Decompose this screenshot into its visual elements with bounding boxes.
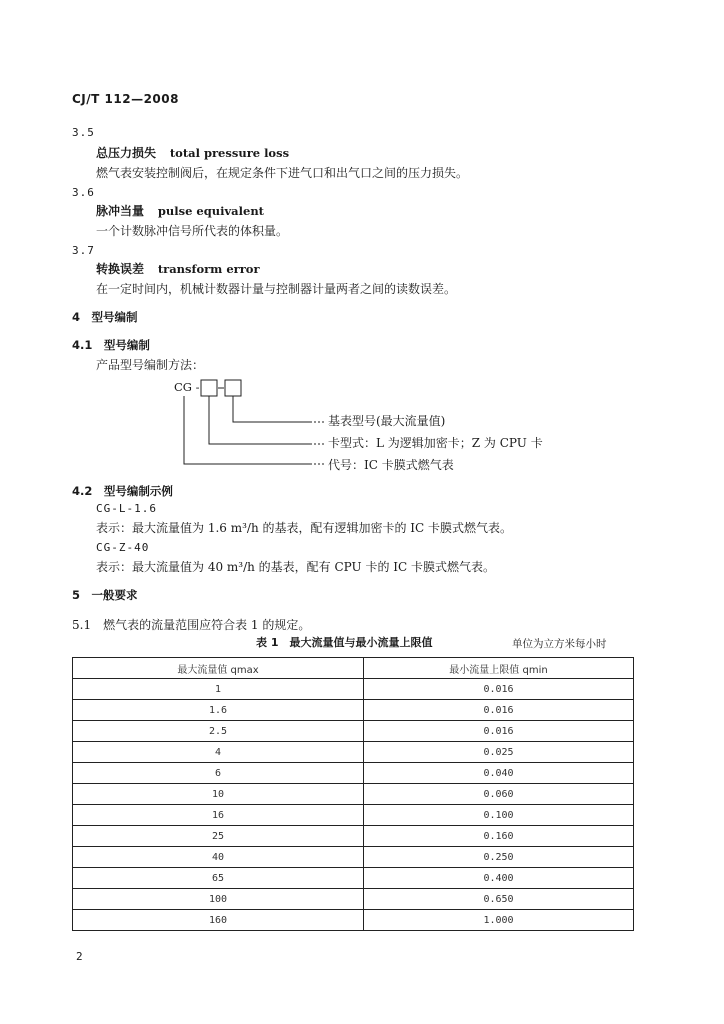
term-number: 3.7 — [72, 244, 95, 257]
section-heading: 5 一般要求 — [72, 588, 138, 602]
table-row — [73, 679, 634, 700]
example-code: CG-L-1.6 — [96, 502, 157, 515]
table-row — [73, 805, 634, 826]
table-caption: 表 1 最大流量值与最小流量上限值 — [256, 636, 433, 649]
table-row — [73, 742, 634, 763]
standard-code: CJ/T 112—2008 — [72, 92, 179, 106]
flow-table — [72, 657, 634, 931]
table-cell: 1.6 — [73, 700, 364, 721]
table-cell: 0.016 — [364, 679, 634, 700]
table-cell: 10 — [73, 784, 364, 805]
example-code: CG-Z-40 — [96, 541, 150, 554]
table-cell: 4 — [73, 742, 364, 763]
table-cell: 0.160 — [364, 826, 634, 847]
column-header: 最小流量上限值 qmin — [364, 658, 634, 679]
table-cell: 1 — [73, 679, 364, 700]
label-card-type: 卡型式：L 为逻辑加密卡；Z 为 CPU 卡 — [328, 436, 543, 450]
table-cell: 0.016 — [364, 721, 634, 742]
paragraph: 产品型号编制方法： — [96, 358, 205, 372]
table-cell: 6 — [73, 763, 364, 784]
term-definition: 在一定时间内，机械计数器计量与控制器计量两者之间的读数误差。 — [96, 282, 457, 296]
term-title — [96, 262, 260, 276]
subsection-heading: 4.2 型号编制示例 — [72, 484, 173, 498]
term-en: pulse equivalent — [157, 204, 264, 218]
table-cell: 16 — [73, 805, 364, 826]
table-cell: 0.100 — [364, 805, 634, 826]
label-base-meter: 基表型号(最大流量值) — [328, 414, 446, 428]
table-row — [73, 910, 634, 931]
table-unit: 单位为立方米每小时 — [512, 638, 607, 650]
table-cell: 2.5 — [73, 721, 364, 742]
page-number: 2 — [76, 950, 84, 963]
term-zh: 总压力损失 — [96, 146, 157, 160]
term-zh: 转换误差 — [96, 262, 145, 276]
example-description: 表示：最大流量值为 1.6 m³/h 的基表，配有逻辑加密卡的 IC 卡膜式燃气表。 — [96, 521, 513, 535]
table-header-row — [73, 658, 634, 679]
term-en: transform error — [157, 262, 260, 276]
table-cell: 0.016 — [364, 700, 634, 721]
table-row — [73, 784, 634, 805]
table-row — [73, 721, 634, 742]
term-zh: 脉冲当量 — [96, 204, 145, 218]
subsection-heading: 4.1 型号编制 — [72, 338, 150, 352]
term-title — [96, 204, 264, 218]
table-cell: 1.000 — [364, 910, 634, 931]
label-product-code: 代号：IC 卡膜式燃气表 — [328, 458, 454, 472]
model-code-diagram — [160, 376, 543, 476]
term-definition: 一个计数脉冲信号所代表的体积量。 — [96, 224, 289, 238]
model-prefix: CG - — [174, 380, 200, 394]
paragraph: 5.1 燃气表的流量范围应符合表 1 的规定。 — [72, 618, 311, 632]
table-row — [73, 826, 634, 847]
column-header: 最大流量值 qmax — [73, 658, 364, 679]
table-cell: 65 — [73, 868, 364, 889]
term-en: total pressure loss — [169, 146, 290, 160]
table-row — [73, 889, 634, 910]
term-definition: 燃气表安装控制阀后，在规定条件下进气口和出气口之间的压力损失。 — [96, 166, 469, 180]
table-row — [73, 868, 634, 889]
table-row — [73, 700, 634, 721]
term-number: 3.6 — [72, 186, 95, 199]
table-cell: 160 — [73, 910, 364, 931]
table-cell: 0.060 — [364, 784, 634, 805]
table-cell: 100 — [73, 889, 364, 910]
table-cell: 0.040 — [364, 763, 634, 784]
term-title — [96, 146, 289, 160]
table-cell: 25 — [73, 826, 364, 847]
table-cell: 0.650 — [364, 889, 634, 910]
term-number: 3.5 — [72, 126, 95, 139]
table-row — [73, 847, 634, 868]
section-heading: 4 型号编制 — [72, 310, 138, 324]
table-cell: 0.400 — [364, 868, 634, 889]
table-row — [73, 763, 634, 784]
table-cell: 0.025 — [364, 742, 634, 763]
example-description: 表示：最大流量值为 40 m³/h 的基表，配有 CPU 卡的 IC 卡膜式燃气表。 — [96, 560, 496, 574]
table-cell: 40 — [73, 847, 364, 868]
table-cell: 0.250 — [364, 847, 634, 868]
